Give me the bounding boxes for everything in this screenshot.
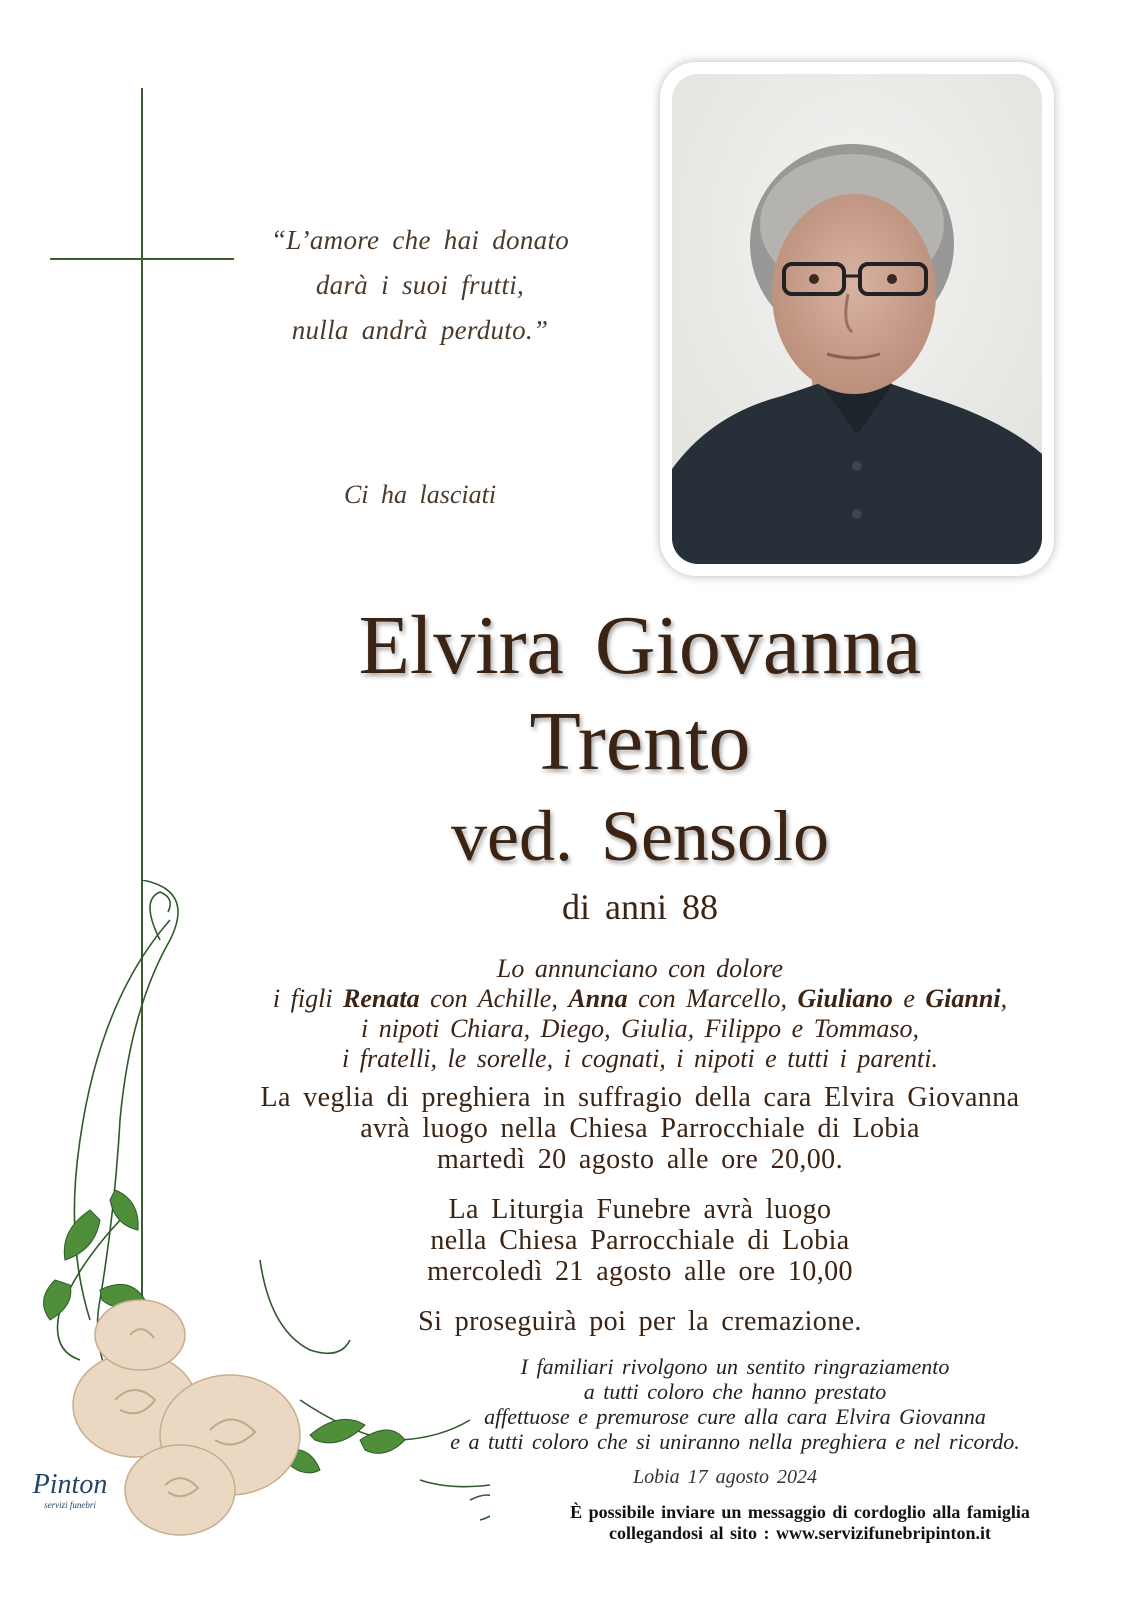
child-name: Giuliano <box>797 984 893 1013</box>
quote <box>250 218 590 353</box>
vigil-line: La veglia di preghiera in suffragio della cara Elvira Giovanna <box>260 1082 1020 1113</box>
place-date: Lobia 17 agosto 2024 <box>632 1466 818 1488</box>
thanks-line: a tutti coloro che hanno prestato <box>583 1379 887 1404</box>
announcement-line: i nipoti Chiara, Diego, Giulia, Filippo e Tommaso, <box>361 1014 919 1043</box>
text: e <box>892 984 926 1013</box>
pinton-logo <box>20 1470 120 1526</box>
child-name: Renata <box>343 984 420 1013</box>
thanks <box>395 1354 1075 1454</box>
portrait-frame <box>660 62 1054 576</box>
funeral-line: La Liturgia Funebre avrà luogo <box>448 1194 832 1225</box>
intro-text: Ci ha lasciati <box>343 480 497 509</box>
thanks-line: I familiari rivolgono un sentito ringraziamento <box>520 1354 950 1379</box>
quote-line: nulla andrà perduto.” <box>291 315 549 345</box>
logo-name: Pinton <box>32 1469 108 1500</box>
deceased-surname: Trento <box>529 695 751 788</box>
footer-condolence <box>490 1502 1110 1544</box>
cross-horizontal-line <box>50 258 234 260</box>
funeral-line: mercoledì 21 agosto alle ore 10,00 <box>427 1256 853 1287</box>
age: di anni 88 <box>562 887 718 927</box>
child-name: Anna <box>568 984 628 1013</box>
footer-line: È possibile inviare un messaggio di cordoglio alla famiglia <box>570 1502 1030 1522</box>
quote-line: darà i suoi frutti, <box>315 270 525 300</box>
footer-website-line[interactable]: collegandosi al sito : www.servizifunebripinton.it <box>608 1523 991 1543</box>
vigil-line: martedì 20 agosto alle ore 20,00. <box>437 1144 843 1175</box>
rose-decoration <box>20 880 490 1540</box>
announcement-line: i fratelli, le sorelle, i cognati, i nipoti e tutti i parenti. <box>342 1044 938 1073</box>
cremation-line: Si proseguirà poi per la cremazione. <box>418 1306 862 1337</box>
announcement-line: Lo annunciano con dolore <box>496 954 784 983</box>
child-name: Gianni <box>925 984 1001 1013</box>
text: con Marcello, <box>627 984 798 1013</box>
logo-subtitle: servizi funebri <box>44 1500 96 1510</box>
vigil-line: avrà luogo nella Chiesa Parrocchiale di Lobia <box>360 1113 920 1144</box>
quote-line: “L’amore che hai donato <box>270 225 570 255</box>
funeral-line: nella Chiesa Parrocchiale di Lobia <box>430 1225 850 1256</box>
deceased-married-name: ved. Sensolo <box>451 796 829 876</box>
portrait-photo <box>672 74 1042 564</box>
deceased-name-line1: Elvira Giovanna <box>358 599 922 692</box>
text: , <box>1000 984 1008 1013</box>
text: i figli <box>272 984 344 1013</box>
thanks-line: affettuose e premurose cure alla cara Elvira Giovanna <box>484 1404 986 1429</box>
text: con Achille, <box>419 984 569 1013</box>
thanks-line: e a tutti coloro che si uniranno nella preghiera e nel ricordo. <box>450 1429 1020 1454</box>
